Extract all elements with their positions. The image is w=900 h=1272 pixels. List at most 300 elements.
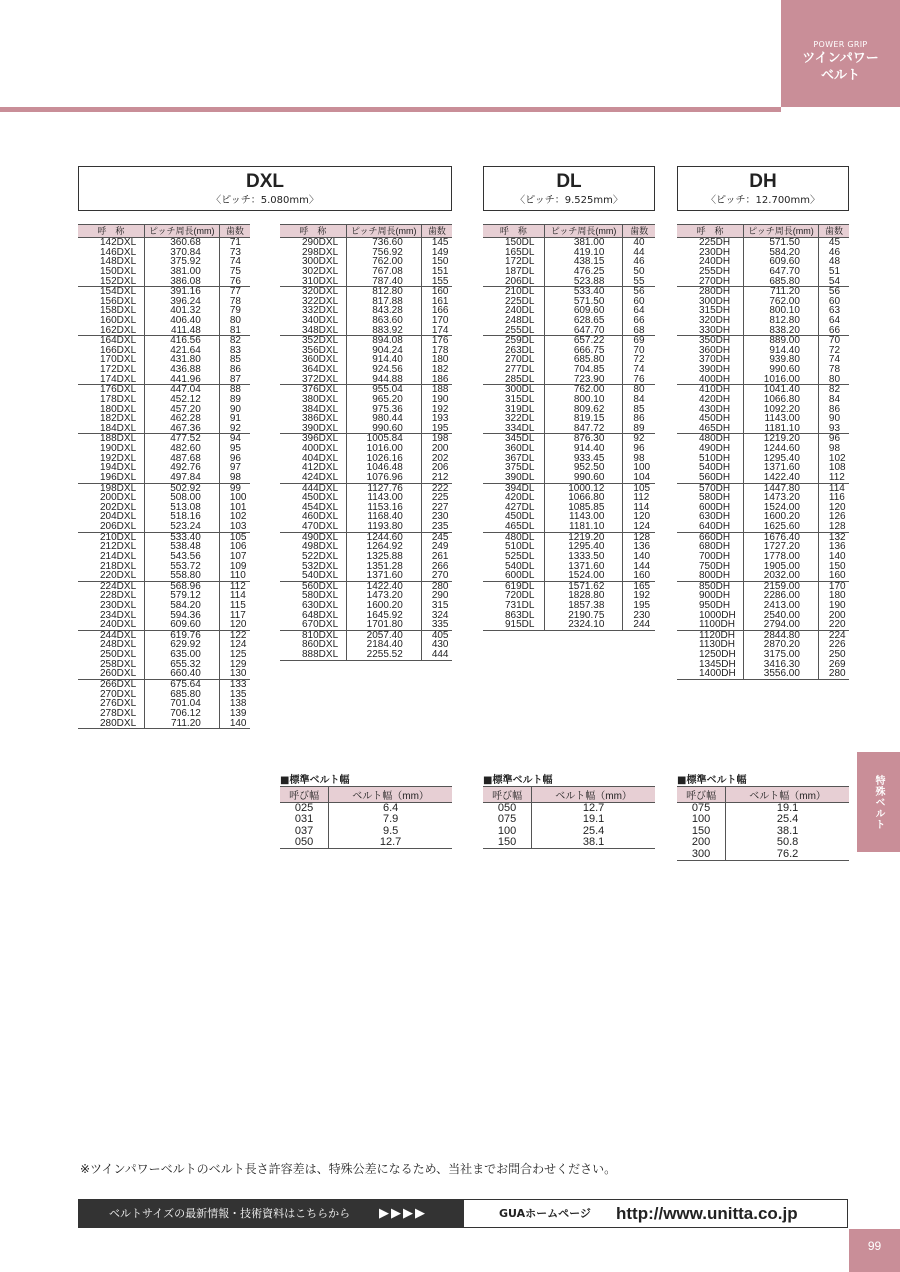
tooth-count: 98 xyxy=(818,444,849,454)
column-header: ピッチ周長(mm) xyxy=(544,225,623,238)
tooth-count: 220 xyxy=(818,620,849,630)
tooth-count: 99 xyxy=(219,483,250,493)
pitch-length: 685.80 xyxy=(744,277,819,287)
pitch-length: 1016.00 xyxy=(744,375,819,385)
pitch-length: 523.88 xyxy=(544,277,623,287)
pitch-length: 1244.60 xyxy=(744,444,819,454)
tooth-count: 74 xyxy=(818,355,849,365)
column-header: 呼 称 xyxy=(483,225,544,238)
tooth-count: 136 xyxy=(623,542,655,552)
table-row xyxy=(280,650,452,660)
pitch-length: 391.16 xyxy=(144,287,219,297)
belt-width: 25.4 xyxy=(726,814,849,826)
tooth-count: 114 xyxy=(219,591,250,601)
tooth-count: 129 xyxy=(219,660,250,670)
tooth-count: 280 xyxy=(818,669,849,679)
belt-size-name: 315DL xyxy=(505,393,535,405)
pitch-length: 476.25 xyxy=(544,267,623,277)
pitch-length: 762.00 xyxy=(346,257,421,267)
belt-size-name: 950DH xyxy=(699,600,731,612)
table-row xyxy=(78,326,250,336)
belt-size-name: 900DH xyxy=(699,590,731,602)
belt-size-name: 375DL xyxy=(505,462,535,474)
tooth-count: 72 xyxy=(818,346,849,356)
width-code: 050 xyxy=(294,836,314,848)
pitch-length: 817.88 xyxy=(346,297,421,307)
column-header: 呼び幅 xyxy=(483,787,532,803)
tooth-count: 195 xyxy=(421,424,452,434)
column-header: ピッチ周長(mm) xyxy=(144,225,219,238)
pitch-length: 843.28 xyxy=(346,306,421,316)
tooth-count: 87 xyxy=(219,375,250,385)
belt-size-name: 230DXL xyxy=(100,600,137,612)
belt-size-name: 888DXL xyxy=(302,649,339,661)
tooth-count: 72 xyxy=(623,355,655,365)
dl-pitch: 〈ピッチ：9.525mm〉 xyxy=(515,195,623,206)
pitch-length: 701.04 xyxy=(144,699,219,709)
pitch-length: 1295.40 xyxy=(744,454,819,464)
pitch-length: 1371.60 xyxy=(346,571,421,581)
belt-size-name: 1250DH xyxy=(699,649,736,661)
homepage-link[interactable]: http://www.unitta.co.jp xyxy=(616,1204,798,1223)
tooth-count: 120 xyxy=(219,620,250,630)
belt-size-name: 152DXL xyxy=(100,275,137,287)
belt-size-name: 800DH xyxy=(699,570,731,582)
belt-size-name: 310DXL xyxy=(302,275,339,287)
pitch-length: 411.48 xyxy=(144,326,219,336)
tooth-count: 54 xyxy=(818,277,849,287)
belt-size-name: 580DH xyxy=(699,492,731,504)
brand-sub: POWER GRIP xyxy=(813,40,868,49)
tooth-count: 108 xyxy=(818,463,849,473)
belt-width: 19.1 xyxy=(726,803,849,815)
tooth-count: 85 xyxy=(623,405,655,415)
belt-size-name: 220DXL xyxy=(100,570,137,582)
tooth-count: 90 xyxy=(818,414,849,424)
belt-size-name: 176DXL xyxy=(78,385,144,395)
tooth-count: 182 xyxy=(421,365,452,375)
pitch-length: 787.40 xyxy=(346,277,421,287)
belt-size-name: 412DXL xyxy=(302,462,339,474)
pitch-length: 1600.20 xyxy=(744,512,819,522)
tooth-count: 136 xyxy=(818,542,849,552)
belt-size-name: 240DL xyxy=(505,305,535,317)
pitch-length: 477.52 xyxy=(144,434,219,444)
tooth-count: 261 xyxy=(421,552,452,562)
tooth-count: 82 xyxy=(818,385,849,395)
tooth-count: 226 xyxy=(818,640,849,650)
pitch-length: 508.00 xyxy=(144,493,219,503)
pitch-length: 1085.85 xyxy=(544,503,623,513)
belt-size-name: 244DXL xyxy=(78,630,144,640)
belt-size-name: 330DH xyxy=(699,324,731,336)
belt-size-name: 182DXL xyxy=(100,413,137,425)
pitch-length: 1422.40 xyxy=(744,473,819,483)
tooth-count: 114 xyxy=(623,503,655,513)
tooth-count: 160 xyxy=(818,571,849,581)
pitch-length: 939.80 xyxy=(744,355,819,365)
pitch-length: 419.10 xyxy=(544,248,623,258)
belt-size-name: 386DXL xyxy=(302,413,339,425)
pitch-length: 538.48 xyxy=(144,542,219,552)
tooth-count: 200 xyxy=(421,444,452,454)
tooth-count: 120 xyxy=(623,512,655,522)
page-number: 99 xyxy=(849,1229,900,1272)
width-code: 150 xyxy=(691,824,711,837)
pitch-length: 1524.00 xyxy=(744,503,819,513)
pitch-length: 685.80 xyxy=(544,355,623,365)
pitch-length: 1181.10 xyxy=(744,424,819,434)
pitch-length: 533.40 xyxy=(144,532,219,542)
table-row xyxy=(280,277,452,287)
belt-size-name: 410DH xyxy=(677,385,744,395)
tooth-count: 193 xyxy=(421,414,452,424)
belt-width: 9.5 xyxy=(329,826,452,838)
belt-size-name: 394DL xyxy=(483,483,544,493)
pitch-length: 438.15 xyxy=(544,257,623,267)
tooth-count: 145 xyxy=(421,238,452,248)
tooth-count: 85 xyxy=(219,355,250,365)
pitch-length: 421.64 xyxy=(144,346,219,356)
belt-size-name: 300DXL xyxy=(302,256,339,268)
tooth-count: 82 xyxy=(219,336,250,346)
pitch-length: 1524.00 xyxy=(544,571,623,581)
belt-size-name: 210DL xyxy=(483,287,544,297)
belt-size-name: 154DXL xyxy=(78,287,144,297)
pitch-length: 487.68 xyxy=(144,454,219,464)
belt-size-name: 210DXL xyxy=(78,532,144,542)
column-header: ベルト幅（mm） xyxy=(726,787,849,803)
belt-size-name: 319DL xyxy=(505,403,535,415)
pitch-length: 706.12 xyxy=(144,709,219,719)
belt-size-name: 390DH xyxy=(699,364,731,376)
tooth-count: 88 xyxy=(219,385,250,395)
tooth-count: 84 xyxy=(818,395,849,405)
tooth-count: 100 xyxy=(219,493,250,503)
pitch-length: 809.62 xyxy=(544,405,623,415)
pitch-length: 502.92 xyxy=(144,483,219,493)
belt-size-name: 206DXL xyxy=(100,521,137,533)
belt-size-name: 302DXL xyxy=(302,265,339,277)
tooth-count: 96 xyxy=(818,434,849,444)
table-row xyxy=(677,522,849,532)
pitch-length: 1066.80 xyxy=(744,395,819,405)
pitch-length: 1076.96 xyxy=(346,473,421,483)
tooth-count: 250 xyxy=(818,650,849,660)
pitch-length: 819.15 xyxy=(544,414,623,424)
dxl-std-width-label: ■標準ベルト幅 xyxy=(280,775,350,786)
width-code: 050 xyxy=(497,802,517,814)
belt-size-name: 404DXL xyxy=(302,452,339,464)
belt-width: 50.8 xyxy=(726,837,849,849)
belt-size-name: 356DXL xyxy=(302,344,339,356)
belt-size-name: 660DH xyxy=(677,532,744,542)
pitch-length: 1600.20 xyxy=(346,601,421,611)
belt-size-name: 1400DH xyxy=(699,668,736,680)
table-row xyxy=(483,424,655,434)
table-row xyxy=(483,277,655,287)
pitch-length: 513.08 xyxy=(144,503,219,513)
belt-size-name: 334DL xyxy=(505,422,535,434)
table-row xyxy=(677,473,849,483)
tooth-count: 114 xyxy=(818,483,849,493)
tooth-count: 190 xyxy=(818,601,849,611)
dxl-pitch: 〈ピッチ：5.080mm〉 xyxy=(211,195,319,206)
tooth-count: 188 xyxy=(421,385,452,395)
pitch-length: 812.80 xyxy=(744,316,819,326)
pitch-length: 1000.12 xyxy=(544,483,623,493)
tooth-count: 132 xyxy=(818,532,849,542)
belt-size-name: 480DL xyxy=(483,532,544,542)
dh-pitch: 〈ピッチ：12.700mm〉 xyxy=(705,195,821,206)
belt-size-name: 174DXL xyxy=(100,373,137,385)
belt-size-name: 400DH xyxy=(699,373,731,385)
pitch-length: 1264.92 xyxy=(346,542,421,552)
tooth-count: 68 xyxy=(623,326,655,336)
table-row xyxy=(280,326,452,336)
belt-size-name: 450DXL xyxy=(302,492,339,504)
pitch-length: 1351.28 xyxy=(346,562,421,572)
tooth-count: 109 xyxy=(219,562,250,572)
belt-width: 25.4 xyxy=(532,826,655,838)
table-row xyxy=(483,837,655,849)
pitch-length: 965.20 xyxy=(346,395,421,405)
tooth-count: 130 xyxy=(219,669,250,679)
tooth-count: 75 xyxy=(219,267,250,277)
tooth-count: 96 xyxy=(623,444,655,454)
belt-size-name: 225DH xyxy=(699,237,731,248)
belt-size-name: 148DXL xyxy=(100,256,137,268)
belt-size-name: 255DH xyxy=(699,265,731,277)
belt-size-name: 150DXL xyxy=(100,265,137,277)
tooth-count: 235 xyxy=(421,522,452,532)
belt-size-name: 196DXL xyxy=(100,471,137,483)
belt-size-name: 277DL xyxy=(505,364,535,376)
tooth-count: 138 xyxy=(219,699,250,709)
column-header: 呼び幅 xyxy=(677,787,726,803)
belt-size-name: 259DL xyxy=(483,336,544,346)
belt-size-name: 630DH xyxy=(699,511,731,523)
footer-banner[interactable] xyxy=(78,1199,848,1228)
pitch-length: 381.00 xyxy=(144,267,219,277)
belt-size-name: 184DXL xyxy=(100,422,137,434)
belt-size-name: 376DXL xyxy=(280,385,346,395)
tooth-count: 51 xyxy=(818,267,849,277)
pitch-length: 980.44 xyxy=(346,414,421,424)
dl-header xyxy=(483,166,655,211)
belt-size-name: 465DH xyxy=(699,422,731,434)
belt-size-name: 278DXL xyxy=(100,707,137,719)
tooth-count: 77 xyxy=(219,287,250,297)
belt-size-name: 263DL xyxy=(505,344,535,356)
dl-std-width-table xyxy=(483,786,655,849)
pitch-length: 924.56 xyxy=(346,365,421,375)
belt-size-name: 1345DH xyxy=(699,658,736,670)
tooth-count: 192 xyxy=(623,591,655,601)
pitch-length: 1181.10 xyxy=(544,522,623,532)
tooth-count: 116 xyxy=(818,493,849,503)
pitch-length: 1473.20 xyxy=(346,591,421,601)
belt-size-name: 172DXL xyxy=(100,364,137,376)
pitch-length: 847.72 xyxy=(544,424,623,434)
table-row xyxy=(280,837,452,849)
tooth-count: 106 xyxy=(219,542,250,552)
dxl-table-1 xyxy=(78,224,250,729)
tooth-count: 144 xyxy=(623,562,655,572)
pitch-length: 518.16 xyxy=(144,512,219,522)
belt-width: 76.2 xyxy=(726,849,849,861)
pitch-length: 863.60 xyxy=(346,316,421,326)
tooth-count: 222 xyxy=(421,483,452,493)
pitch-length: 914.40 xyxy=(544,444,623,454)
pitch-length: 876.30 xyxy=(544,434,623,444)
tooth-count: 170 xyxy=(421,316,452,326)
pitch-length: 381.00 xyxy=(544,238,623,248)
pitch-length: 736.60 xyxy=(346,238,421,248)
pitch-length: 1016.00 xyxy=(346,444,421,454)
belt-size-name: 320DH xyxy=(699,315,731,326)
table-row xyxy=(483,375,655,385)
pitch-length: 609.60 xyxy=(144,620,219,630)
belt-size-name: 187DL xyxy=(505,265,535,277)
footer-gua-label: GUAホームページ xyxy=(499,1207,591,1220)
pitch-length: 1127.76 xyxy=(346,483,421,493)
tooth-count: 315 xyxy=(421,601,452,611)
tooth-count: 405 xyxy=(421,630,452,640)
tooth-count: 230 xyxy=(623,611,655,621)
tooth-count: 102 xyxy=(818,454,849,464)
tooth-count: 174 xyxy=(421,326,452,336)
belt-size-name: 260DXL xyxy=(100,668,137,680)
tooth-count: 74 xyxy=(623,365,655,375)
pitch-length: 370.84 xyxy=(144,248,219,258)
pitch-length: 1219.20 xyxy=(744,434,819,444)
tooth-count: 150 xyxy=(818,562,849,572)
tooth-count: 430 xyxy=(421,640,452,650)
pitch-length: 1473.20 xyxy=(744,493,819,503)
tooth-count: 96 xyxy=(219,454,250,464)
pitch-length: 1066.80 xyxy=(544,493,623,503)
tooth-count: 100 xyxy=(623,463,655,473)
column-header: 呼 称 xyxy=(78,225,144,238)
pitch-length: 492.76 xyxy=(144,463,219,473)
belt-size-name: 350DH xyxy=(677,336,744,346)
belt-size-name: 212DXL xyxy=(100,541,137,553)
width-code: 300 xyxy=(691,847,711,860)
pitch-length: 1325.88 xyxy=(346,552,421,562)
table-row xyxy=(280,424,452,434)
tooth-count: 86 xyxy=(818,405,849,415)
belt-width: 38.1 xyxy=(726,826,849,838)
pitch-length: 904.24 xyxy=(346,346,421,356)
tooth-count: 76 xyxy=(219,277,250,287)
tooth-count: 195 xyxy=(623,601,655,611)
tooth-count: 48 xyxy=(818,257,849,267)
tooth-count: 280 xyxy=(421,581,452,591)
tooth-count: 212 xyxy=(421,473,452,483)
belt-size-name: 360DL xyxy=(505,443,535,455)
pitch-length: 1625.60 xyxy=(744,522,819,532)
dxl-header xyxy=(78,166,452,211)
column-header: 歯数 xyxy=(219,225,250,238)
width-code: 150 xyxy=(497,836,517,848)
belt-size-name: 204DXL xyxy=(100,511,137,523)
table-row xyxy=(677,326,849,336)
tooth-count: 206 xyxy=(421,463,452,473)
belt-size-name: 720DL xyxy=(505,590,535,602)
pitch-length: 762.00 xyxy=(544,385,623,395)
belt-size-name: 266DXL xyxy=(78,679,144,689)
width-code: 031 xyxy=(294,813,314,826)
tooth-count: 115 xyxy=(219,601,250,611)
tooth-count: 44 xyxy=(623,248,655,258)
tooth-count: 139 xyxy=(219,709,250,719)
pitch-length: 2057.40 xyxy=(346,630,421,640)
belt-size-name: 427DL xyxy=(505,501,535,513)
pitch-length: 952.50 xyxy=(544,463,623,473)
column-header: ピッチ周長(mm) xyxy=(346,225,421,238)
belt-size-name: 225DL xyxy=(505,295,535,307)
column-header: 歯数 xyxy=(421,225,452,238)
belt-size-name: 224DXL xyxy=(78,581,144,591)
belt-size-name: 600DH xyxy=(699,501,731,513)
table-row xyxy=(483,571,655,581)
tooth-count: 90 xyxy=(219,405,250,415)
belt-size-name: 228DXL xyxy=(100,590,137,602)
tooth-count: 80 xyxy=(623,385,655,395)
tooth-count: 140 xyxy=(219,719,250,729)
tooth-count: 70 xyxy=(818,336,849,346)
pitch-length: 543.56 xyxy=(144,552,219,562)
pitch-length: 609.60 xyxy=(744,257,819,267)
dh-header xyxy=(677,166,849,211)
pitch-length: 558.80 xyxy=(144,571,219,581)
tooth-count: 128 xyxy=(623,532,655,542)
belt-size-name: 384DXL xyxy=(302,403,339,415)
pitch-length: 647.70 xyxy=(744,267,819,277)
belt-size-name: 315DH xyxy=(699,305,731,317)
belt-size-name: 510DH xyxy=(699,452,731,464)
pitch-length: 3416.30 xyxy=(744,660,819,670)
tooth-count: 149 xyxy=(421,248,452,258)
belt-size-name: 525DL xyxy=(505,550,535,562)
belt-size-name: 230DH xyxy=(699,246,731,258)
pitch-length: 723.90 xyxy=(544,375,623,385)
belt-size-name: 142DXL xyxy=(100,237,137,248)
belt-size-name: 420DL xyxy=(505,492,535,504)
tooth-count: 190 xyxy=(421,395,452,405)
belt-size-name: 194DXL xyxy=(100,462,137,474)
table-row xyxy=(78,375,250,385)
belt-size-name: 510DL xyxy=(505,541,535,553)
belt-size-name: 198DXL xyxy=(78,483,144,493)
column-header: 呼 称 xyxy=(280,225,346,238)
belt-size-name: 444DXL xyxy=(280,483,346,493)
belt-size-name: 322DXL xyxy=(302,295,339,307)
belt-size-name: 270DH xyxy=(699,275,731,287)
pitch-length: 1041.40 xyxy=(744,385,819,395)
column-header: ピッチ周長(mm) xyxy=(744,225,819,238)
pitch-length: 629.92 xyxy=(144,640,219,650)
pitch-length: 497.84 xyxy=(144,473,219,483)
tooth-count: 46 xyxy=(623,257,655,267)
side-tab: 特殊ベルト xyxy=(857,752,900,852)
belt-size-name: 248DL xyxy=(505,315,535,326)
belt-size-name: 178DXL xyxy=(100,393,137,405)
belt-size-name: 360DXL xyxy=(302,354,339,366)
pitch-length: 1168.40 xyxy=(346,512,421,522)
pitch-length: 2255.52 xyxy=(346,650,421,660)
